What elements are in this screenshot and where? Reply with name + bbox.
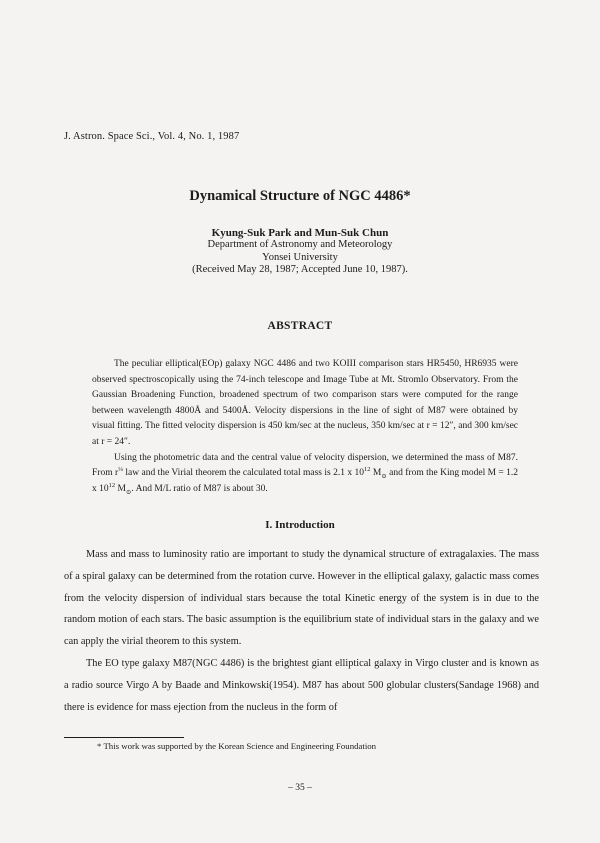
- page-number: – 35 –: [288, 783, 312, 793]
- abstract-paragraph-1: The peculiar elliptical(EOp) galaxy NGC 4486 and two KOIII comparison stars HR5450, HR6935 were observed spectroscopically using the 74-inch telescope and Image Tube at Mt. Stromlo Observatory. From the Gaussian Broadening Function, broadened spectrum of two comparison stars were computed for the range between wavelength 4800Å and 5400Å. Velocity dispersions in the line of sight of M87 were obtained by visual fitting. The fitted velocity dispersion is 450 km/sec at the nucleus, 350 km/sec at r = 12″, and 300 km/sec at r = 24″.: [92, 359, 518, 447]
- abstract-paragraph-2: Using the photometric data and the central value of velocity dispersion, we determined the mass of M87. From $r^{\frac{1}{4}}$ law and the Virial theorem the calculated total mass is 2.1 x $10^{12}$ $M_⊙$ and from the King model M = 1.2 x $10^{12}$ $M_⊙$. And M/L ratio of M87 is about 30.: [92, 452, 519, 496]
- footnote: * This work was supported by the Korean Science and Engineering Foundation: [97, 741, 377, 751]
- introduction-heading: I. Introduction: [265, 519, 335, 531]
- abstract-heading: ABSTRACT: [267, 320, 333, 332]
- intro-paragraph-1: Mass and mass to luminosity ratio are important to study the dynamical structure of extragalaxies. The mass of a spiral galaxy can be determined from the rotation curve. However in the elliptical galaxy, galactic mass comes from the velocity dispersion of individual stars because the total Kinetic energy of the system is in due to the random motion of each stars. The basic assumption is the equilibrium state of individual stars in the galaxy and we can apply the virial theorem to this system.: [64, 549, 539, 648]
- footnote-divider: [64, 737, 184, 738]
- paper-title: Dynamical Structure of NGC 4486*: [189, 188, 411, 204]
- received-dates: (Received May 28, 1987; Accepted June 10, 1987).: [192, 264, 408, 276]
- author-block: [0, 227, 600, 277]
- authors: Kyung-Suk Park and Mun-Suk Chun: [211, 227, 389, 239]
- abstract-body: [92, 357, 518, 497]
- journal-reference: J. Astron. Space Sci., Vol. 4, No. 1, 1987: [64, 131, 240, 142]
- affiliation-department: Department of Astronomy and Meteorology: [207, 239, 393, 251]
- affiliation-university: Yonsei University: [262, 251, 338, 263]
- introduction-body: [64, 544, 539, 718]
- intro-paragraph-2: The EO type galaxy M87(NGC 4486) is the brightest giant elliptical galaxy in Virgo cluster and is known as a radio source Virgo A by Baade and Minkowski(1954). M87 has about 500 globular clusters(Sandage 1968) and there is evidence for mass ejection from the nucleus in the form of: [64, 657, 539, 713]
